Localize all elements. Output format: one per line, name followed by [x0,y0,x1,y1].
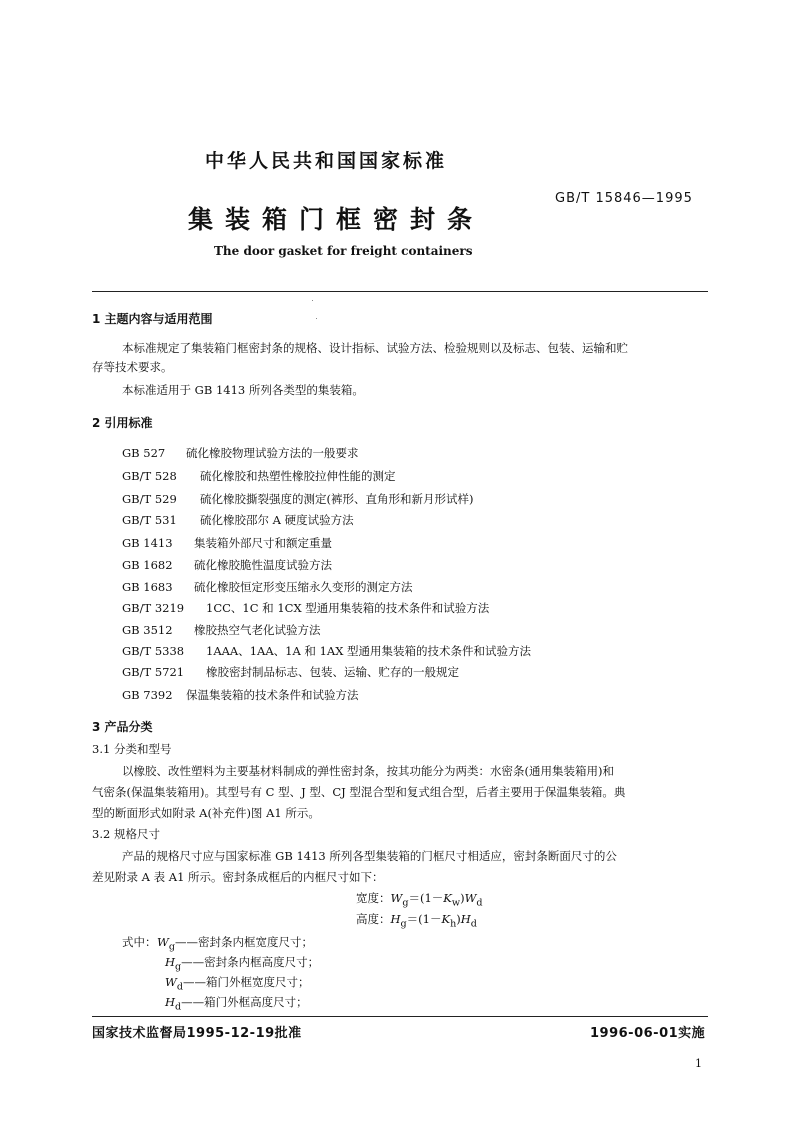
reference-title: 橡胶热空气老化试验方法 [194,623,321,637]
reference-code: GB/T 5721 [122,665,185,679]
section-1-heading: 1 主题内容与适用范围 [92,312,213,326]
scan-speck [316,318,317,319]
reference-code: GB/T 5338 [122,644,185,658]
scan-speck [312,300,313,301]
header-rule [92,291,708,292]
reference-title: 硫化橡胶邵尔 A 硬度试验方法 [200,513,354,527]
reference-item [122,579,413,595]
section-1-para2: 本标准适用于 GB 1413 所列各类型的集装箱。 [122,383,364,397]
reference-code: GB/T 529 [122,492,177,506]
formula-width: 宽度：$W_g=(1-K_w)W_d$ [356,891,483,909]
section-1-para1-line1: 本标准规定了集装箱门框密封条的规格、设计指标、试验方法、检验规则以及标志、包装、运输和贮 [122,341,628,355]
reference-code: GB 7392 [122,688,173,702]
reference-code: GB 1682 [122,558,173,572]
standard-code: GB/T 15846—1995 [555,191,693,206]
reference-title: 硫化橡胶物理试验方法的一般要求 [186,446,359,460]
symbol-definition: $H_d——$箱门外框高度尺寸； [165,995,308,1013]
reference-title: 橡胶密封制品标志、包装、运输、贮存的一般规定 [206,665,459,679]
reference-item [122,622,321,638]
national-standard-heading: 中华人民共和国国家标准 [205,150,448,172]
section-3-1-line1: 以橡胶、改性塑料为主要基材料制成的弹性密封条，按其功能分为两类：水密条(通用集装箱用)和 [122,764,614,778]
section-3-1-line2: 气密条(保温集装箱用)。其型号有 C 型、J 型、CJ 型混合型和复式组合型，后者主要用于保温集装箱。典 [92,785,626,799]
section-3-2-line2: 差见附录 A 表 A1 所示。密封条成框后的内框尺寸如下： [92,870,384,884]
section-3-heading: 3 产品分类 [92,720,153,734]
approval-line: 国家技术监督局1995-12-19批准 [92,1026,302,1041]
reference-code: GB/T 531 [122,513,177,527]
section-3-2-line1: 产品的规格尺寸应与国家标准 GB 1413 所列各型集装箱的门框尺寸相适应，密封条断面尺寸的公 [122,849,617,863]
reference-title: 硫化橡胶脆性温度试验方法 [194,558,332,572]
formula-height: 高度：$H_g=(1-K_h)H_d$ [356,912,477,930]
reference-title: 硫化橡胶撕裂强度的测定(裤形、直角形和新月形试样) [200,492,474,506]
section-3-1-line3: 型的断面形式如附录 A(补充件)图 A1 所示。 [92,806,320,820]
reference-item [122,600,489,616]
reference-code: GB/T 528 [122,469,177,483]
reference-item [122,491,473,507]
reference-title: 硫化橡胶和热塑性橡胶拉伸性能的测定 [200,469,396,483]
reference-title: 集装箱外部尺寸和额定重量 [194,536,332,550]
reference-item [122,643,531,659]
reference-title: 硫化橡胶恒定形变压缩永久变形的测定方法 [194,580,413,594]
reference-title: 1AAA、1AA、1A 和 1AX 型通用集装箱的技术条件和试验方法 [206,644,532,658]
reference-item [122,535,332,551]
reference-item [122,512,354,528]
symbol-definition: $H_g——$密封条内框高度尺寸； [165,955,320,973]
document-title-cn: 集装箱门框密封条 [188,205,485,234]
where-label: 式中： [122,935,157,949]
reference-code: GB 1413 [122,536,173,550]
symbol-definition: $W_d——$箱门外框宽度尺寸； [165,975,310,993]
symbol-definition: $W_g——$密封条内框宽度尺寸； [157,935,313,953]
section-2-heading: 2 引用标准 [92,416,153,430]
effective-date: 1996-06-01实施 [590,1026,706,1041]
reference-item [122,468,396,484]
reference-item [122,687,359,703]
reference-code: GB/T 3219 [122,601,185,615]
reference-title: 保温集装箱的技术条件和试验方法 [186,688,359,702]
section-3-2-heading: 3.2 规格尺寸 [92,827,160,841]
reference-item [122,445,359,461]
reference-item [122,664,459,680]
reference-item [122,557,332,573]
reference-code: GB 1683 [122,580,173,594]
document-title-en: The door gasket for freight containers [214,244,473,258]
reference-code: GB 3512 [122,623,173,637]
section-1-para1-line2: 存等技术要求。 [92,360,173,374]
reference-code: GB 527 [122,446,166,460]
footer-rule [92,1016,708,1017]
page-number: 1 [695,1057,702,1070]
reference-title: 1CC、1C 和 1CX 型通用集装箱的技术条件和试验方法 [206,601,490,615]
section-3-1-heading: 3.1 分类和型号 [92,742,172,756]
